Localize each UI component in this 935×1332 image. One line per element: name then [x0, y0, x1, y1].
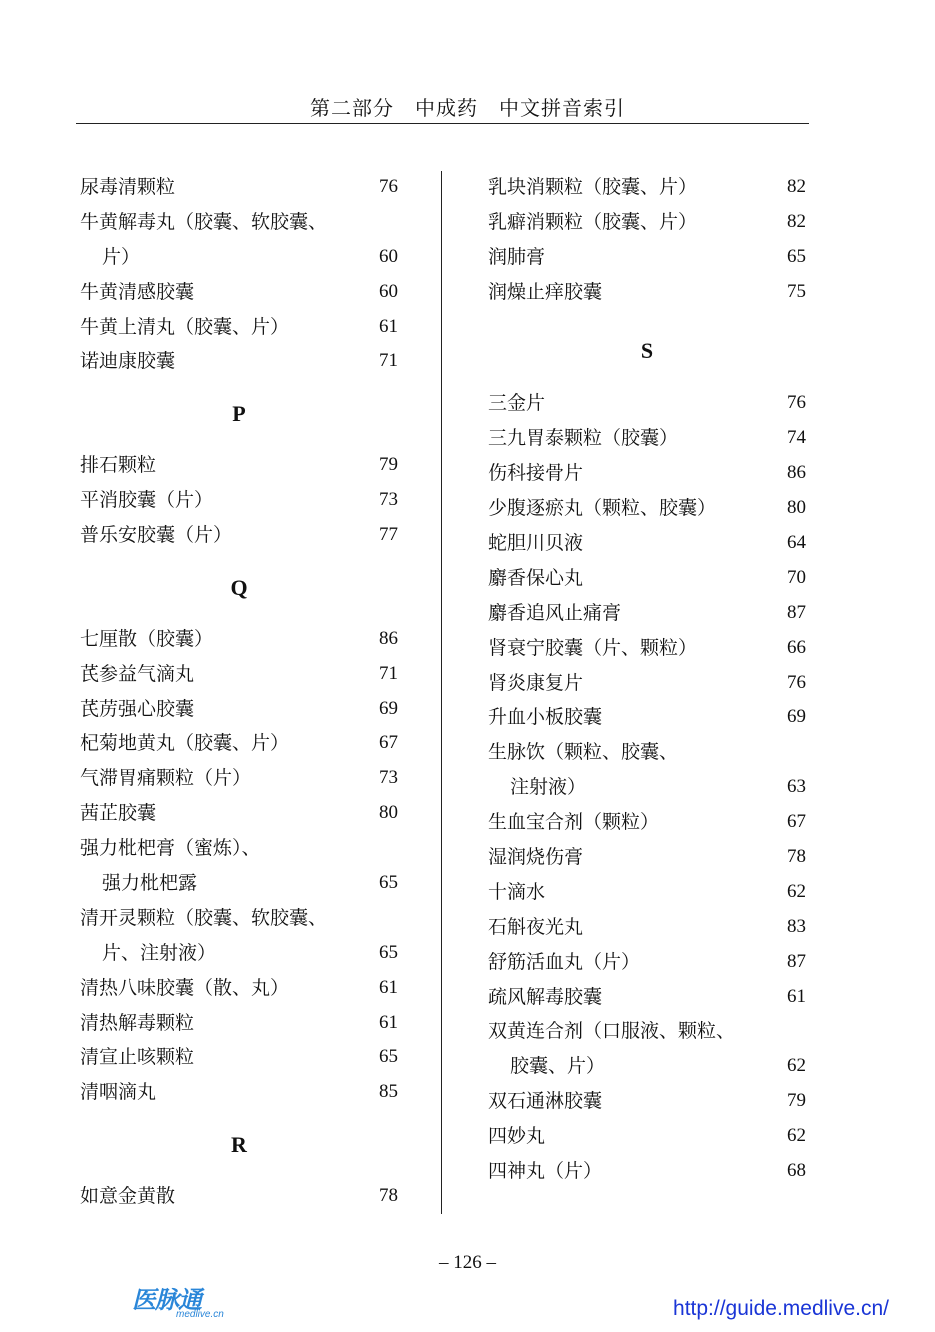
- entry-name: 清宣止咳颗粒: [80, 1046, 195, 1069]
- entry-page-number: 62: [787, 1055, 806, 1077]
- index-entry: [488, 980, 806, 1015]
- entry-name: 杞菊地黄丸（胶囊、片）: [80, 732, 290, 755]
- entry-page-number: 83: [787, 915, 806, 937]
- index-entry: [488, 735, 806, 805]
- index-entry: [80, 310, 398, 345]
- index-entry: [80, 971, 398, 1006]
- entry-name-continuation: 片、注射液）: [102, 941, 217, 964]
- entry-name: 蛇胆川贝液: [488, 532, 584, 555]
- entry-page-number: 67: [787, 811, 806, 833]
- index-entry: [488, 421, 806, 456]
- entry-name: 牛黄清感胶囊: [80, 280, 195, 303]
- entry-name: 四神丸（片）: [488, 1160, 603, 1183]
- entry-page-number: 65: [379, 872, 398, 894]
- entry-name: 肾炎康复片: [488, 671, 584, 694]
- entry-page-number: 85: [379, 1081, 398, 1103]
- entry-page-number: 70: [787, 566, 806, 588]
- index-entry: [80, 1040, 398, 1075]
- entry-name: 清热解毒颗粒: [80, 1011, 195, 1034]
- page-number: – 126 –: [439, 1252, 496, 1273]
- entry-page-number: 60: [379, 245, 398, 267]
- entry-name: 三金片: [488, 392, 546, 415]
- entry-name: 诺迪康胶囊: [80, 350, 176, 373]
- entry-page-number: 61: [379, 1011, 398, 1033]
- index-entry: [488, 1014, 806, 1084]
- entry-name: 十滴水: [488, 880, 546, 903]
- entry-page-number: 65: [379, 1046, 398, 1068]
- index-entry: [80, 448, 398, 483]
- entry-name: 平消胶囊（片）: [80, 489, 214, 512]
- entry-page-number: 69: [787, 706, 806, 728]
- index-entry: [80, 1075, 398, 1110]
- entry-name: 生脉饮（颗粒、胶囊、: [488, 741, 679, 764]
- page-header-title: 第二部分 中成药 中文拼音索引: [310, 96, 625, 120]
- entry-page-number: 80: [787, 497, 806, 519]
- entry-name: 乳癖消颗粒（胶囊、片）: [488, 210, 698, 233]
- index-entry: [80, 344, 398, 379]
- header-rule: [76, 123, 809, 124]
- entry-name: 芪苈强心胶囊: [80, 697, 195, 720]
- index-entry: [80, 518, 398, 553]
- letter-heading: R: [231, 1132, 247, 1158]
- index-entry: [488, 945, 806, 980]
- entry-name: 清热八味胶囊（散、丸）: [80, 976, 290, 999]
- entry-page-number: 86: [379, 627, 398, 649]
- entry-name-continuation: 强力枇杷露: [102, 872, 198, 895]
- entry-page-number: 78: [379, 1185, 398, 1207]
- letter-heading: Q: [230, 574, 248, 600]
- entry-name: 伤科接骨片: [488, 462, 584, 485]
- index-entry: [488, 491, 806, 526]
- entry-name: 湿润烧伤膏: [488, 846, 584, 869]
- index-entry: [488, 1084, 806, 1119]
- entry-page-number: 78: [787, 846, 806, 868]
- entry-name: 三九胃泰颗粒（胶囊）: [488, 427, 679, 450]
- entry-page-number: 77: [379, 524, 398, 546]
- index-entry: [80, 275, 398, 310]
- index-entry: [488, 596, 806, 631]
- entry-name: 牛黄上清丸（胶囊、片）: [80, 315, 290, 338]
- entry-name: 生血宝合剂（颗粒）: [488, 811, 660, 834]
- entry-page-number: 86: [787, 462, 806, 484]
- column-divider: [441, 171, 442, 1214]
- index-entry: [488, 631, 806, 666]
- index-entry: [80, 657, 398, 692]
- index-entry: [488, 700, 806, 735]
- index-entry: [488, 1119, 806, 1154]
- entry-page-number: 61: [379, 315, 398, 337]
- entry-name: 舒筋活血丸（片）: [488, 950, 641, 973]
- entry-name: 石斛夜光丸: [488, 915, 584, 938]
- entry-page-number: 73: [379, 489, 398, 511]
- index-entry: [80, 622, 398, 657]
- letter-heading: P: [232, 401, 246, 427]
- index-entry: [488, 275, 806, 310]
- entry-page-number: 76: [787, 392, 806, 414]
- index-entry: [80, 170, 398, 205]
- entry-page-number: 87: [787, 950, 806, 972]
- entry-page-number: 75: [787, 280, 806, 302]
- index-entry: [80, 692, 398, 727]
- entry-page-number: 76: [379, 176, 398, 197]
- entry-name: 芪参益气滴丸: [80, 662, 195, 685]
- entry-page-number: 82: [787, 210, 806, 232]
- medlive-logo: [132, 1280, 262, 1324]
- entry-name: 牛黄解毒丸（胶囊、软胶囊、: [80, 210, 328, 233]
- entry-name: 双黄连合剂（口服液、颗粒、: [488, 1020, 736, 1043]
- entry-name: 尿毒清颗粒: [80, 176, 176, 198]
- entry-name: 清开灵颗粒（胶囊、软胶囊、: [80, 906, 328, 929]
- index-entry: [488, 386, 806, 421]
- entry-name: 双石通淋胶囊: [488, 1090, 603, 1113]
- entry-name: 升血小板胶囊: [488, 706, 603, 729]
- entry-page-number: 61: [379, 976, 398, 998]
- entry-page-number: 66: [787, 636, 806, 658]
- entry-name: 七厘散（胶囊）: [80, 627, 214, 650]
- index-entry: [80, 726, 398, 761]
- entry-page-number: 79: [787, 1090, 806, 1112]
- entry-page-number: 62: [787, 1125, 806, 1147]
- entry-name: 乳块消颗粒（胶囊、片）: [488, 176, 698, 198]
- source-url-link[interactable]: http://guide.medlive.cn/: [673, 1297, 889, 1320]
- entry-page-number: 76: [787, 671, 806, 693]
- entry-name: 肾衰宁胶囊（片、颗粒）: [488, 636, 698, 659]
- entry-page-number: 65: [379, 941, 398, 963]
- index-entry: [80, 483, 398, 518]
- index-entry: [488, 875, 806, 910]
- index-entry: [80, 796, 398, 831]
- entry-page-number: 74: [787, 427, 806, 449]
- entry-name: 气滞胃痛颗粒（片）: [80, 767, 252, 790]
- entry-name: 麝香保心丸: [488, 566, 584, 589]
- entry-name: 清咽滴丸: [80, 1081, 157, 1104]
- index-entry: [488, 561, 806, 596]
- entry-page-number: 68: [787, 1160, 806, 1182]
- index-entry: [488, 170, 806, 205]
- entry-name: 润肺膏: [488, 245, 546, 268]
- index-entry: [488, 805, 806, 840]
- index-entry: [80, 1179, 398, 1214]
- entry-page-number: 60: [379, 280, 398, 302]
- entry-name: 少腹逐瘀丸（颗粒、胶囊）: [488, 497, 717, 520]
- entry-page-number: 71: [379, 662, 398, 684]
- entry-name: 普乐安胶囊（片）: [80, 524, 233, 547]
- index-entry: [488, 526, 806, 561]
- index-entry: [80, 901, 398, 971]
- index-entry: [488, 1154, 806, 1189]
- index-entry: [80, 1006, 398, 1041]
- entry-page-number: 65: [787, 245, 806, 267]
- index-entry: [488, 240, 806, 275]
- index-entry: [488, 910, 806, 945]
- entry-page-number: 73: [379, 767, 398, 789]
- logo-subtext: medlive.cn: [176, 1309, 224, 1320]
- entry-name: 麝香追风止痛膏: [488, 601, 622, 624]
- letter-heading: S: [640, 337, 654, 363]
- index-entry: [488, 205, 806, 240]
- entry-name: 四妙丸: [488, 1125, 546, 1148]
- entry-page-number: 61: [787, 985, 806, 1007]
- index-entry: [488, 840, 806, 875]
- index-entry: [80, 205, 398, 275]
- entry-page-number: 71: [379, 350, 398, 372]
- entry-name: 如意金黄散: [80, 1185, 176, 1208]
- index-column-left: [80, 170, 398, 1214]
- entry-name: 强力枇杷膏（蜜炼）、: [80, 837, 261, 860]
- entry-name: 茜芷胶囊: [80, 802, 157, 825]
- entry-name: 疏风解毒胶囊: [488, 985, 603, 1008]
- entry-page-number: 69: [379, 697, 398, 719]
- index-entry: [488, 666, 806, 701]
- logo-text: 医脉通: [132, 1286, 201, 1314]
- entry-page-number: 82: [787, 176, 806, 197]
- entry-name: 排石颗粒: [80, 454, 157, 477]
- entry-name-continuation: 片）: [102, 245, 141, 268]
- index-entry: [488, 456, 806, 491]
- entry-name-continuation: 胶囊、片）: [510, 1055, 606, 1078]
- entry-name: 润燥止痒胶囊: [488, 280, 603, 303]
- index-entry: [80, 761, 398, 796]
- entry-page-number: 64: [787, 532, 806, 554]
- entry-page-number: 87: [787, 601, 806, 623]
- entry-page-number: 67: [379, 732, 398, 754]
- index-column-right: [488, 170, 806, 1189]
- entry-name-continuation: 注射液）: [510, 776, 587, 799]
- index-entry: [80, 831, 398, 901]
- entry-page-number: 80: [379, 802, 398, 824]
- entry-page-number: 63: [787, 776, 806, 798]
- entry-page-number: 79: [379, 454, 398, 476]
- entry-page-number: 62: [787, 880, 806, 902]
